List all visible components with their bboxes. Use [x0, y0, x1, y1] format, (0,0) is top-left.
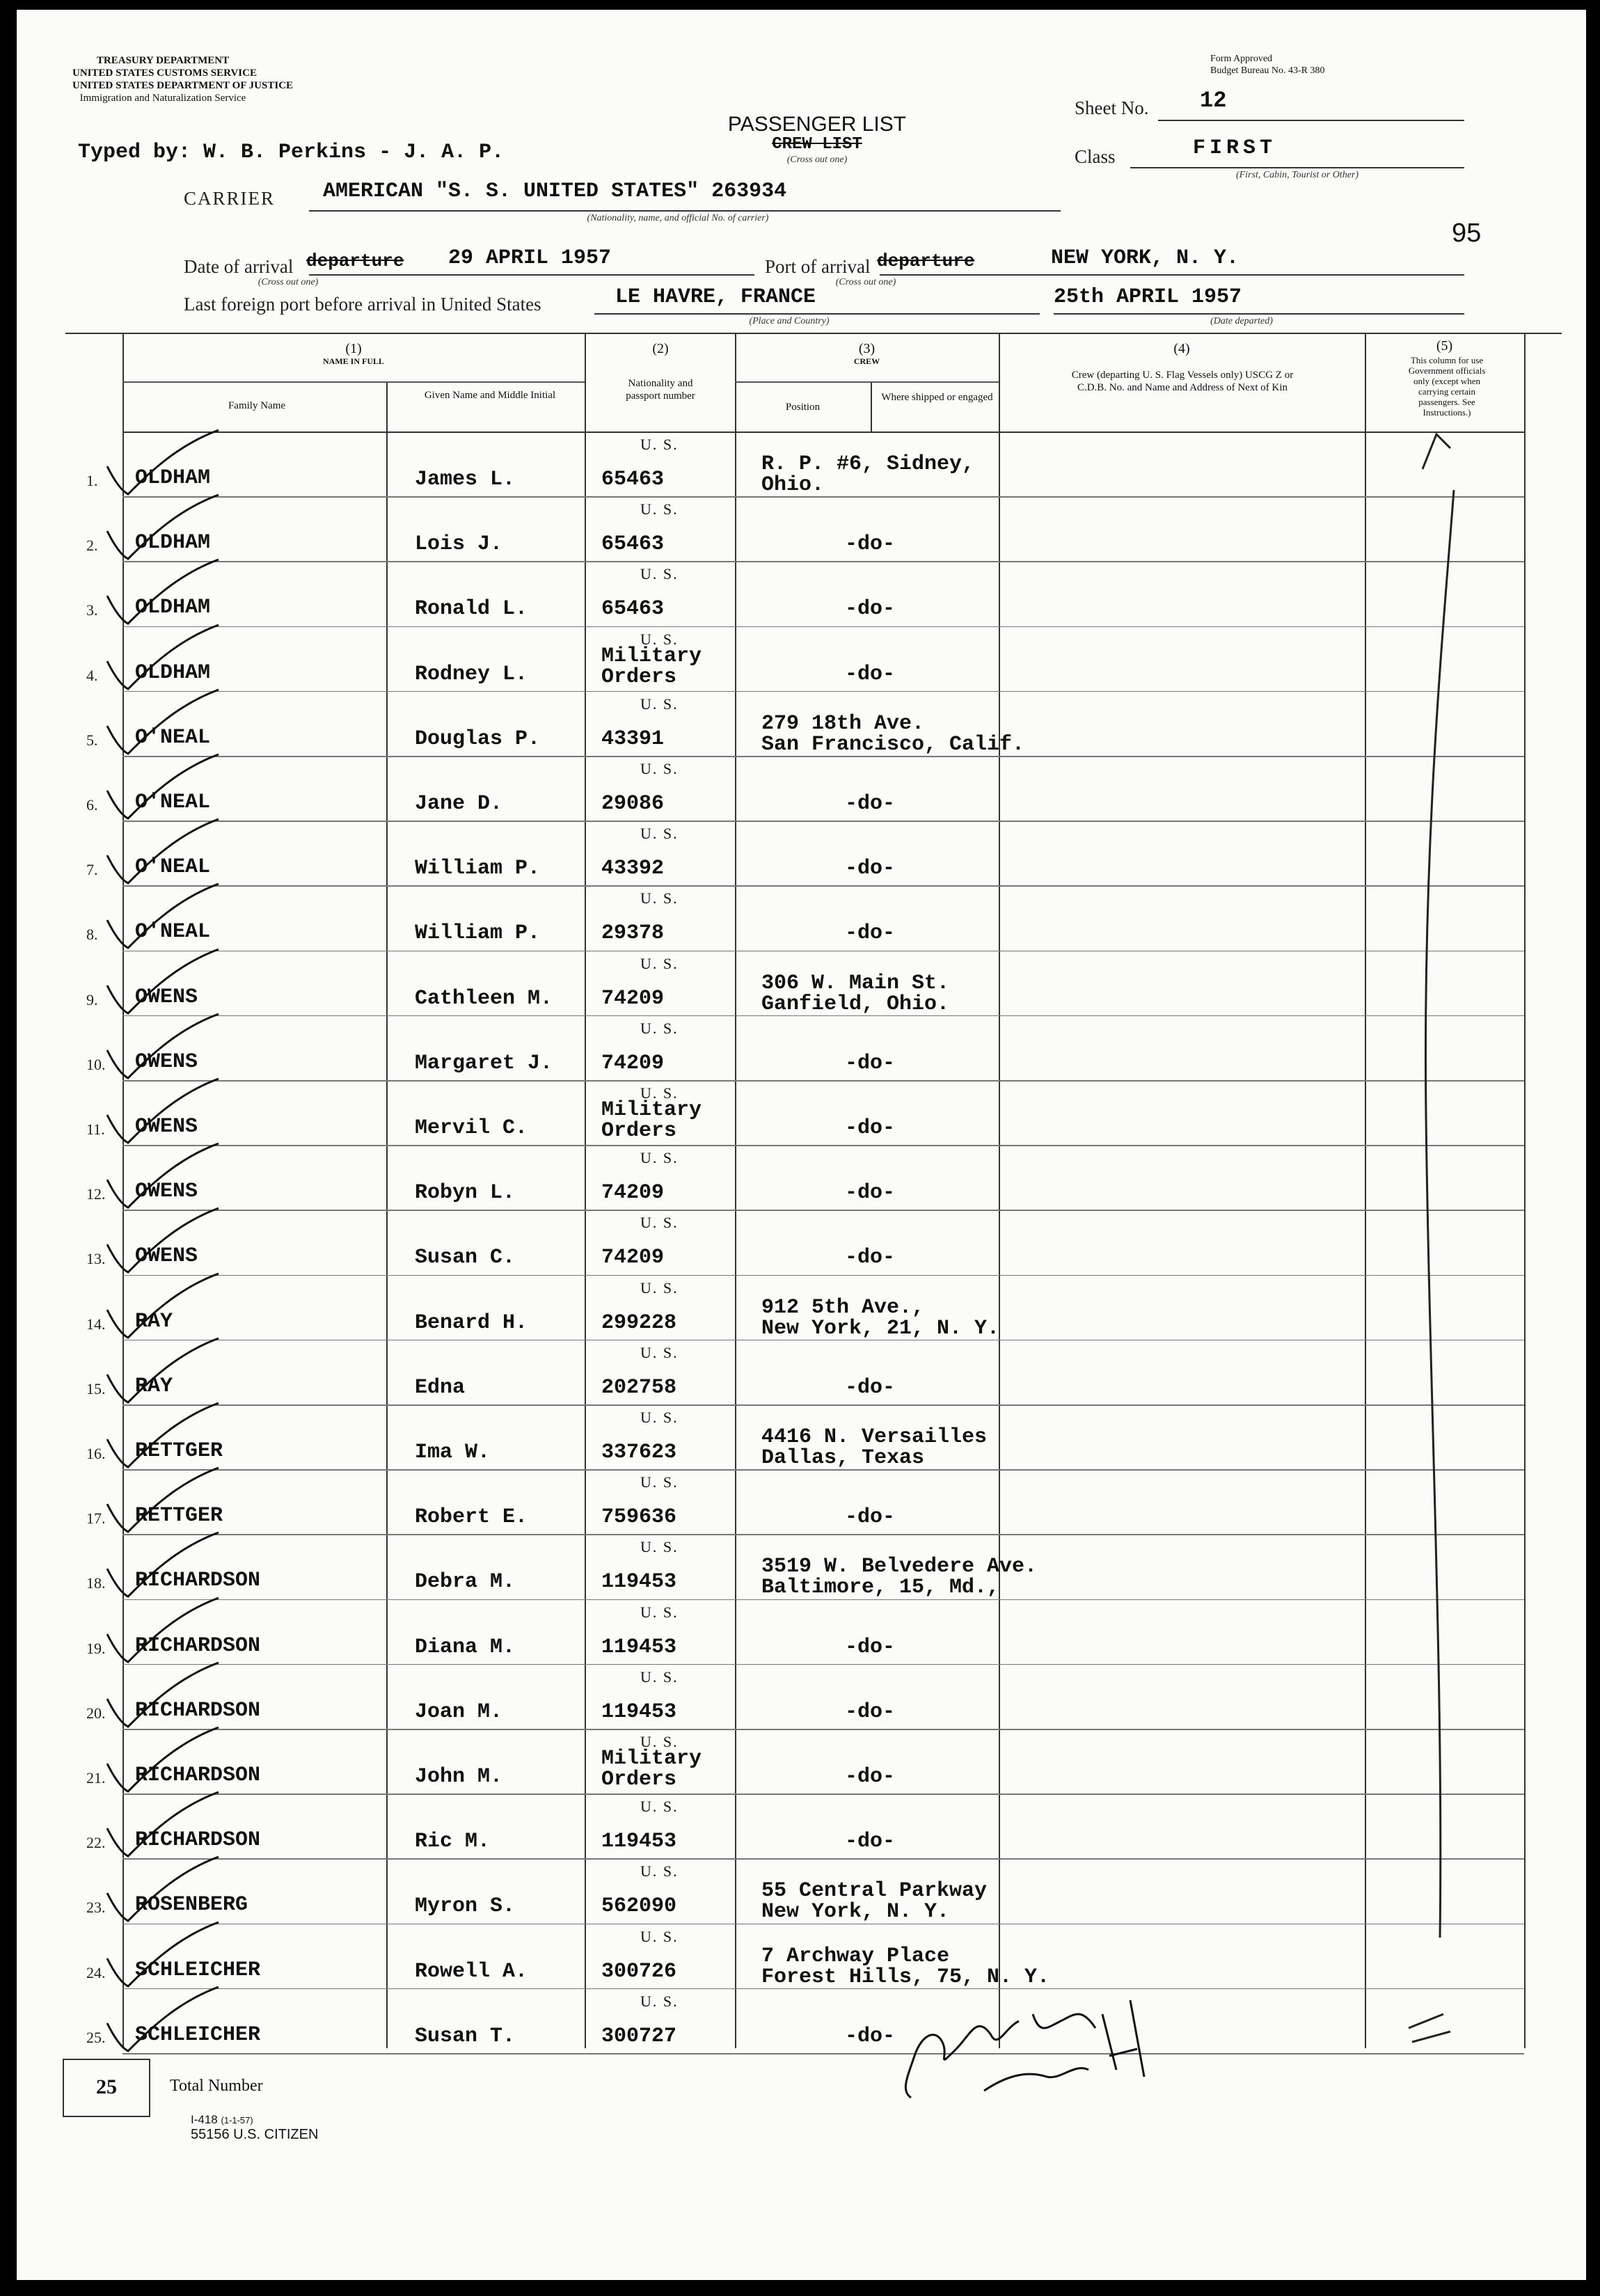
ditto-mark: -do-	[845, 1635, 896, 1659]
col5-title: This column for use Government officials only (except when carrying certain passengers. See Instructions.)	[1408, 355, 1486, 418]
passport-number: 202758	[601, 1375, 677, 1400]
foreign-port-label: Last foreign port before arrival in United States	[184, 294, 541, 315]
carrier-label: CARRIER	[184, 188, 276, 209]
sheet-label: Sheet No.	[1075, 97, 1149, 118]
ditto-mark: -do-	[845, 2024, 896, 2048]
row-divider	[122, 1210, 1524, 1211]
address-line-1: 279 18th Ave.	[761, 711, 925, 736]
family-name: OWENS	[135, 1180, 198, 1204]
given-name: Debra M.	[415, 1570, 516, 1594]
position-header: Position	[785, 402, 821, 413]
row-number: 17.	[86, 1510, 106, 1528]
typed-by: Typed by: W. B. Perkins - J. A. P.	[78, 141, 505, 164]
document-page	[17, 10, 1586, 2280]
col4-num: (4)	[1173, 341, 1190, 356]
given-name: Robyn L.	[415, 1181, 516, 1205]
form-date: (1-1-57)	[221, 2115, 253, 2125]
address-line-1: 912 5th Ave.,	[761, 1295, 925, 1320]
carrier-sub: (Nationality, name, and official No. of carrier)	[587, 213, 769, 223]
address-line-1: 3519 W. Belvedere Ave.	[761, 1555, 1038, 1579]
row-number: 18.	[86, 1574, 106, 1592]
class-label: Class	[1075, 146, 1116, 167]
nationality: U. S.	[640, 630, 679, 648]
ditto-mark: -do-	[845, 1830, 896, 1854]
family-name: SCHLEICHER	[135, 2022, 261, 2047]
given-name: Ric M.	[415, 1830, 491, 1854]
citizen-note: 55156 U.S. CITIZEN	[191, 2127, 319, 2142]
ditto-mark: -do-	[845, 921, 896, 946]
ditto-mark: -do-	[845, 532, 896, 557]
passport-number: 65463	[601, 468, 665, 491]
row-number: 23.	[86, 1899, 106, 1917]
nationality: U. S.	[640, 1668, 679, 1686]
given-name: Mervil C.	[415, 1116, 528, 1140]
row-divider	[122, 626, 1524, 628]
total-box	[63, 2059, 150, 2117]
ditto-mark: -do-	[845, 792, 896, 816]
agency-line: UNITED STATES CUSTOMS SERVICE	[72, 68, 257, 79]
nationality: U. S.	[640, 1862, 679, 1881]
family-name: RAY	[135, 1374, 173, 1398]
passport-number: 300726	[601, 1959, 677, 1984]
family-name: ROSENBERG	[135, 1893, 248, 1917]
col1-num: (1)	[345, 341, 362, 356]
port-sub: (Cross out one)	[835, 277, 896, 287]
port-struck: departure	[877, 251, 975, 271]
sheet-value: 12	[1200, 88, 1227, 113]
nationality: U. S.	[640, 1538, 679, 1556]
row-divider	[122, 821, 1524, 822]
ditto-mark: -do-	[845, 857, 896, 881]
nationality: U. S.	[640, 1019, 679, 1037]
family-name: OWENS	[135, 1244, 198, 1269]
departed-sub: (Date departed)	[1210, 316, 1273, 326]
nationality: U. S.	[640, 1992, 679, 2010]
col1-title: NAME IN FULL	[322, 356, 384, 366]
given-name: John M.	[415, 1765, 503, 1789]
port-value: NEW YORK, N. Y.	[1051, 246, 1239, 270]
agency-block	[72, 54, 294, 104]
ditto-mark: -do-	[845, 1765, 896, 1789]
family-name: RICHARDSON	[135, 1698, 261, 1723]
ditto-mark: -do-	[845, 1700, 896, 1724]
nationality: U. S.	[640, 1603, 679, 1621]
col3-header	[735, 342, 999, 367]
foreign-port-value: LE HAVRE, FRANCE	[615, 285, 816, 309]
row-number: 15.	[86, 1379, 106, 1398]
total-label: Total Number	[170, 2077, 263, 2095]
title-sub: (Cross out one)	[786, 155, 848, 165]
passport-number: 43392	[601, 857, 665, 881]
address-line-1: R. P. #6, Sidney,	[761, 452, 975, 476]
ditto-mark: -do-	[845, 1246, 896, 1270]
address-line-1: 7 Archway Place	[761, 1944, 950, 1968]
given-name: Cathleen M.	[415, 986, 553, 1011]
page-number: 95	[1452, 219, 1482, 248]
row-number: 21.	[86, 1769, 106, 1787]
row-divider	[122, 2053, 1524, 2054]
row-number: 6.	[86, 796, 98, 814]
row-number: 12.	[86, 1185, 106, 1203]
family-name: OWENS	[135, 985, 198, 1009]
passport-number: 29378	[601, 921, 665, 946]
address-line-2: Dallas, Texas	[761, 1446, 925, 1470]
ditto-mark: -do-	[845, 1375, 896, 1400]
col5-num: (5)	[1436, 338, 1453, 354]
family-name: OLDHAM	[135, 466, 211, 490]
given-name: Myron S.	[415, 1894, 516, 1919]
row-number: 4.	[86, 666, 98, 684]
row-number: 5.	[86, 731, 98, 749]
col2-num: (2)	[652, 341, 669, 356]
budget-bureau-label: Budget Bureau No. 43-R 380	[1210, 65, 1325, 76]
nationality: U. S.	[640, 954, 679, 972]
row-divider	[122, 1404, 1524, 1406]
handwritten-signature	[894, 1972, 1186, 2112]
row-divider	[122, 1275, 1524, 1276]
passport-number: 337623	[601, 1441, 677, 1464]
row-number: 16.	[86, 1445, 106, 1462]
form-no: I-418	[191, 2113, 218, 2126]
row-number: 22.	[86, 1834, 106, 1852]
row-number: 24.	[86, 1963, 106, 1981]
passport-number: Military Orders	[601, 644, 702, 689]
row-number: 13.	[86, 1250, 106, 1268]
port-label: Port of arrival	[765, 256, 871, 277]
col5-header	[1365, 340, 1524, 352]
nationality: U. S.	[640, 889, 679, 908]
row-divider	[122, 1534, 1524, 1535]
given-name: Lois J.	[415, 532, 503, 557]
address-line-1: 55 Central Parkway	[761, 1879, 988, 1903]
given-name: Margaret J.	[415, 1051, 553, 1075]
form-number	[191, 2113, 253, 2127]
family-name: O'NEAL	[135, 920, 211, 944]
family-name: O'NEAL	[135, 855, 211, 880]
total-value: 25	[96, 2075, 117, 2098]
family-name: RICHARDSON	[135, 1764, 261, 1787]
passport-number: 65463	[601, 532, 665, 557]
passport-number: 29086	[601, 792, 665, 816]
nationality: U. S.	[640, 565, 679, 583]
passport-number: 74209	[601, 1246, 665, 1270]
given-name: Jane D.	[415, 792, 503, 816]
form-approval	[1210, 53, 1324, 77]
address-line-2: San Francisco, Calif.	[761, 732, 1025, 757]
nationality: U. S.	[640, 436, 679, 453]
family-name: RETTGER	[135, 1504, 223, 1528]
address-line-2: Ganfield, Ohio.	[761, 992, 950, 1016]
passport-number: 74209	[601, 986, 665, 1011]
passport-number: 300727	[601, 2024, 677, 2048]
nationality: U. S.	[640, 1343, 679, 1361]
carrier-value: AMERICAN "S. S. UNITED STATES" 263934	[323, 180, 787, 203]
date-struck: departure	[306, 251, 404, 271]
ditto-mark: -do-	[845, 662, 896, 686]
col1-header	[122, 342, 585, 367]
row-divider	[122, 1145, 1524, 1146]
row-divider	[122, 561, 1524, 562]
form-approved-label: Form Approved	[1210, 54, 1273, 64]
family-name: OWENS	[135, 1115, 198, 1139]
row-number: 19.	[86, 1639, 106, 1657]
nationality: U. S.	[640, 1798, 679, 1816]
family-name: O'NEAL	[135, 791, 211, 814]
ditto-mark: -do-	[845, 1505, 896, 1530]
given-name: Susan T.	[415, 2024, 516, 2048]
nationality: U. S.	[640, 1278, 679, 1297]
passport-number: 759636	[601, 1505, 677, 1530]
address-line-1: 4416 N. Versailles	[761, 1425, 988, 1449]
col2-title: Nationality and passport number	[626, 378, 695, 402]
title-struck: CREW LIST	[772, 135, 862, 154]
col3-title: CREW	[853, 356, 880, 366]
row-number: 1.	[86, 472, 98, 489]
agency-line: TREASURY DEPARTMENT	[96, 55, 230, 66]
row-divider	[122, 1858, 1524, 1860]
row-number: 8.	[86, 926, 98, 944]
shipped-header: Where shipped or engaged	[881, 392, 993, 403]
date-label: Date of arrival	[184, 256, 294, 277]
row-number: 3.	[86, 601, 98, 619]
nationality: U. S.	[640, 1733, 679, 1750]
family-name: OLDHAM	[135, 596, 211, 620]
row-number: 10.	[86, 1055, 106, 1073]
page-title: PASSENGER LIST	[727, 113, 907, 136]
given-name: Diana M.	[415, 1635, 516, 1659]
family-name: RAY	[135, 1309, 173, 1333]
passport-number: 74209	[601, 1181, 665, 1205]
passport-number: 562090	[601, 1894, 677, 1919]
passport-number: 119453	[601, 1570, 677, 1594]
col3-num: (3)	[858, 341, 876, 356]
given-name: Rodney L.	[415, 662, 528, 686]
passport-number: Military Orders	[601, 1747, 702, 1791]
given-name: Benard H.	[415, 1311, 528, 1335]
family-name: OLDHAM	[135, 660, 211, 685]
nationality: U. S.	[640, 1473, 679, 1491]
date-value: 29 APRIL 1957	[448, 246, 612, 270]
passport-number: 119453	[601, 1635, 677, 1659]
class-sub: (First, Cabin, Tourist or Other)	[1235, 170, 1359, 180]
col4-title: Crew (departing U. S. Flag Vessels only) USCG Z or C.D.B. No. and Name and Address of Next of Kin	[1071, 370, 1294, 393]
ditto-mark: -do-	[845, 1051, 896, 1075]
family-name: RETTGER	[135, 1439, 223, 1463]
given-name: Joan M.	[415, 1700, 503, 1724]
row-divider	[122, 691, 1524, 692]
row-divider	[122, 1794, 1524, 1795]
agency-line: Immigration and Naturalization Service	[79, 93, 246, 104]
address-line-2: Ohio.	[761, 473, 825, 497]
family-header: Family Name	[228, 400, 286, 411]
address-line-1: 306 W. Main St.	[761, 971, 950, 995]
departed-value: 25th APRIL 1957	[1054, 285, 1242, 309]
given-name: Robert E.	[415, 1505, 528, 1530]
passport-number: 119453	[601, 1700, 677, 1724]
row-divider	[122, 1729, 1524, 1730]
given-name: William P.	[415, 857, 541, 881]
address-line-2: Baltimore, 15, Md.,	[761, 1576, 1000, 1600]
nationality: U. S.	[640, 1214, 679, 1232]
date-sub: (Cross out one)	[258, 277, 319, 287]
nationality: U. S.	[640, 760, 679, 777]
family-name: O'NEAL	[135, 725, 211, 750]
row-number: 9.	[86, 990, 98, 1008]
given-name: Edna	[415, 1375, 466, 1400]
ditto-mark: -do-	[845, 1181, 896, 1205]
family-name: SCHLEICHER	[135, 1958, 261, 1982]
passport-number: 119453	[601, 1830, 677, 1854]
ditto-mark: -do-	[845, 597, 896, 621]
given-name: Ima W.	[415, 1441, 491, 1464]
check-mark-icon	[93, 1981, 246, 2058]
address-line-2: Forest Hills, 75, N. Y.	[761, 1965, 1050, 1989]
given-name: James L.	[415, 468, 516, 491]
row-number: 25.	[86, 2028, 106, 2046]
row-divider	[122, 951, 1524, 952]
class-value: FIRST	[1193, 136, 1277, 160]
given-name: Rowell A.	[415, 1959, 528, 1984]
given-name: Ronald L.	[415, 597, 528, 621]
nationality: U. S.	[640, 500, 679, 518]
official-mark-line	[1395, 420, 1478, 2077]
passport-number: Military Orders	[601, 1098, 702, 1143]
passport-number: 43391	[601, 727, 665, 751]
given-header: Given Name and Middle Initial	[424, 390, 556, 401]
row-number: 14.	[86, 1315, 106, 1333]
col2-header	[587, 342, 734, 355]
given-name: William P.	[415, 921, 541, 946]
family-name: RICHARDSON	[135, 1569, 261, 1593]
nationality: U. S.	[640, 825, 679, 843]
row-divider	[122, 885, 1524, 887]
row-number: 11.	[86, 1121, 105, 1138]
given-name: Douglas P.	[415, 727, 541, 751]
nationality: U. S.	[640, 1084, 679, 1102]
row-number: 7.	[86, 861, 98, 879]
nationality: U. S.	[640, 1149, 679, 1167]
family-name: OLDHAM	[135, 531, 211, 555]
nationality: U. S.	[640, 1409, 679, 1426]
address-line-2: New York, 21, N. Y.	[761, 1316, 1000, 1340]
row-divider	[122, 1664, 1524, 1665]
foreign-port-sub: (Place and Country)	[749, 316, 830, 326]
passport-number: 299228	[601, 1311, 677, 1335]
family-name: RICHARDSON	[135, 1828, 261, 1853]
col4-header	[999, 342, 1365, 355]
given-name: Susan C.	[415, 1246, 516, 1270]
nationality: U. S.	[640, 1927, 679, 1945]
row-number: 2.	[86, 537, 98, 555]
family-name: RICHARDSON	[135, 1633, 261, 1658]
family-name: OWENS	[135, 1050, 198, 1074]
passport-number: 65463	[601, 597, 665, 621]
passport-number: 74209	[601, 1051, 665, 1075]
address-line-2: New York, N. Y.	[761, 1900, 950, 1924]
nationality: U. S.	[640, 695, 679, 713]
row-number: 20.	[86, 1704, 106, 1722]
agency-line: UNITED STATES DEPARTMENT OF JUSTICE	[72, 80, 294, 91]
row-divider	[122, 1080, 1524, 1082]
ditto-mark: -do-	[845, 1116, 896, 1140]
